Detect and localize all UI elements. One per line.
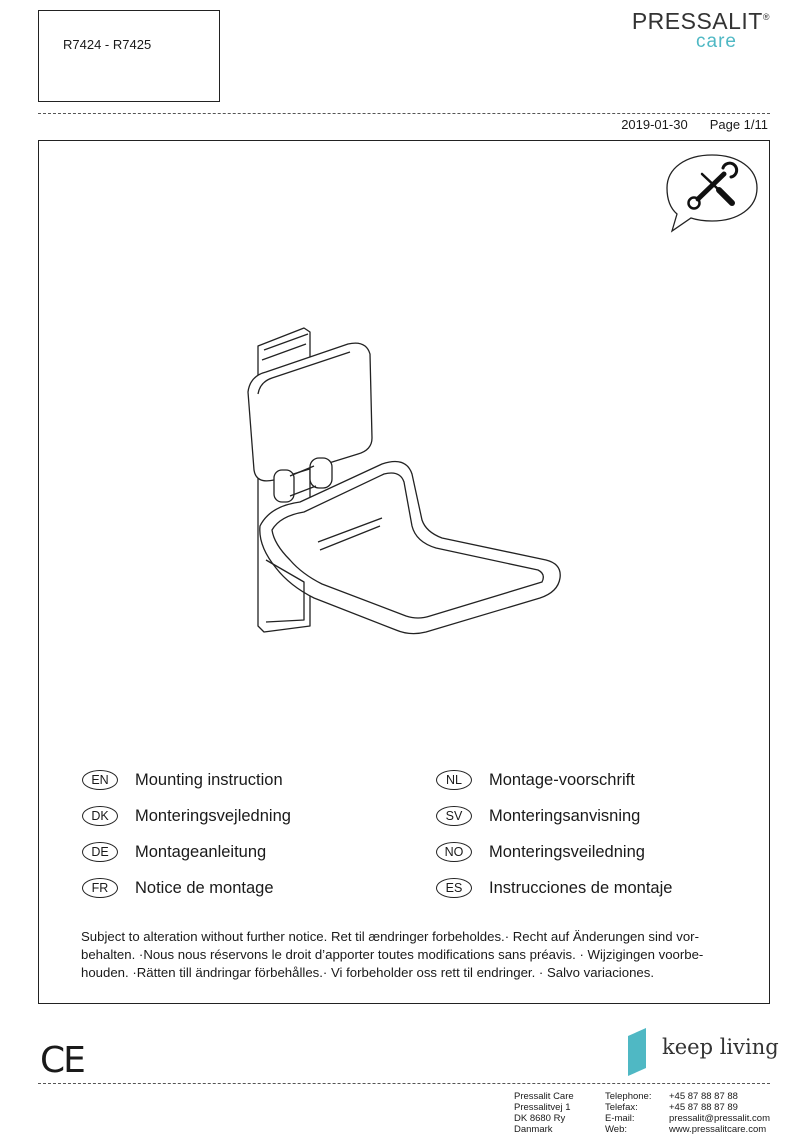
product-code-box (38, 10, 220, 102)
address-line: Pressalit Care (514, 1091, 574, 1102)
page-number: Page 1/11 (709, 117, 768, 132)
language-label: Monteringsveiledning (489, 842, 645, 861)
address-line: DK 8680 Ry (514, 1113, 566, 1124)
header-divider (38, 113, 770, 114)
keep-living-mark-icon (628, 1028, 648, 1076)
wrench-screwdriver-icon (664, 152, 760, 234)
contact-label: E-mail: (605, 1113, 635, 1124)
contact-label: Web: (605, 1124, 628, 1135)
fax-value: +45 87 88 87 89 (669, 1102, 738, 1113)
document-date: 2019-01-30 (621, 117, 688, 132)
language-code: ES (436, 878, 472, 898)
web-link[interactable]: www.pressalitcare.com (669, 1124, 767, 1135)
phone-value: +45 87 88 87 88 (669, 1091, 738, 1102)
language-label: Mounting instruction (135, 770, 283, 789)
language-label: Monteringsanvisning (489, 806, 641, 825)
contact-label: Telefax: (605, 1102, 638, 1113)
disclaimer-line: behalten. ·Nous nous réservons le droit d’apporter toutes modifications sans préavis. · Wijzigingen voorbe- (81, 947, 704, 962)
footer-address (514, 1091, 574, 1135)
address-line: Danmark (514, 1124, 553, 1135)
date-page-line (621, 117, 768, 132)
language-code: NL (436, 770, 472, 790)
brand-sub: care (696, 31, 737, 52)
language-code: DE (82, 842, 118, 862)
brand-name: PRESSALIT (631, 8, 763, 34)
language-row (82, 840, 291, 864)
language-row (82, 804, 291, 828)
slogan: keep living (662, 1035, 779, 1059)
footer-divider (38, 1083, 770, 1084)
footer-contact-values (669, 1091, 770, 1135)
language-label: Instrucciones de montaje (489, 878, 673, 897)
language-row (82, 876, 291, 900)
language-list-left (82, 768, 291, 900)
language-label: Monteringsvejledning (135, 806, 291, 825)
language-code: FR (82, 878, 118, 898)
language-row (436, 840, 672, 864)
address-line: Pressalitvej 1 (514, 1102, 571, 1113)
brand-logo (632, 8, 770, 53)
language-label: Montageanleitung (135, 842, 267, 861)
language-row (436, 876, 672, 900)
shower-seat-illustration (230, 320, 570, 640)
language-label: Notice de montage (135, 878, 274, 897)
disclaimer (81, 928, 731, 982)
contact-label: Telephone: (605, 1091, 652, 1102)
language-row (436, 804, 672, 828)
disclaimer-line: Subject to alteration without further notice. Ret til ændringer forbeholdes.· Recht auf Änderungen sind vor- (81, 929, 699, 944)
email-link[interactable]: pressalit@pressalit.com (669, 1113, 770, 1124)
product-codes: R7424 - R7425 (63, 37, 152, 52)
language-label: Montage-voorschrift (489, 770, 635, 789)
footer-contact-labels (605, 1091, 651, 1135)
keep-living-logo (628, 1028, 779, 1076)
language-row (82, 768, 291, 792)
disclaimer-line: houden. ·Rätten till ändringar förbehålles.· Vi forbeholder oss rett til endringer. · Salvo variaciones. (81, 965, 654, 980)
language-row (436, 768, 672, 792)
language-code: DK (82, 806, 118, 826)
language-code: NO (436, 842, 472, 862)
language-code: SV (436, 806, 472, 826)
ce-mark: CE (40, 1040, 84, 1081)
brand-registered: ® (762, 12, 770, 22)
language-code: EN (82, 770, 118, 790)
language-list-right (436, 768, 672, 900)
